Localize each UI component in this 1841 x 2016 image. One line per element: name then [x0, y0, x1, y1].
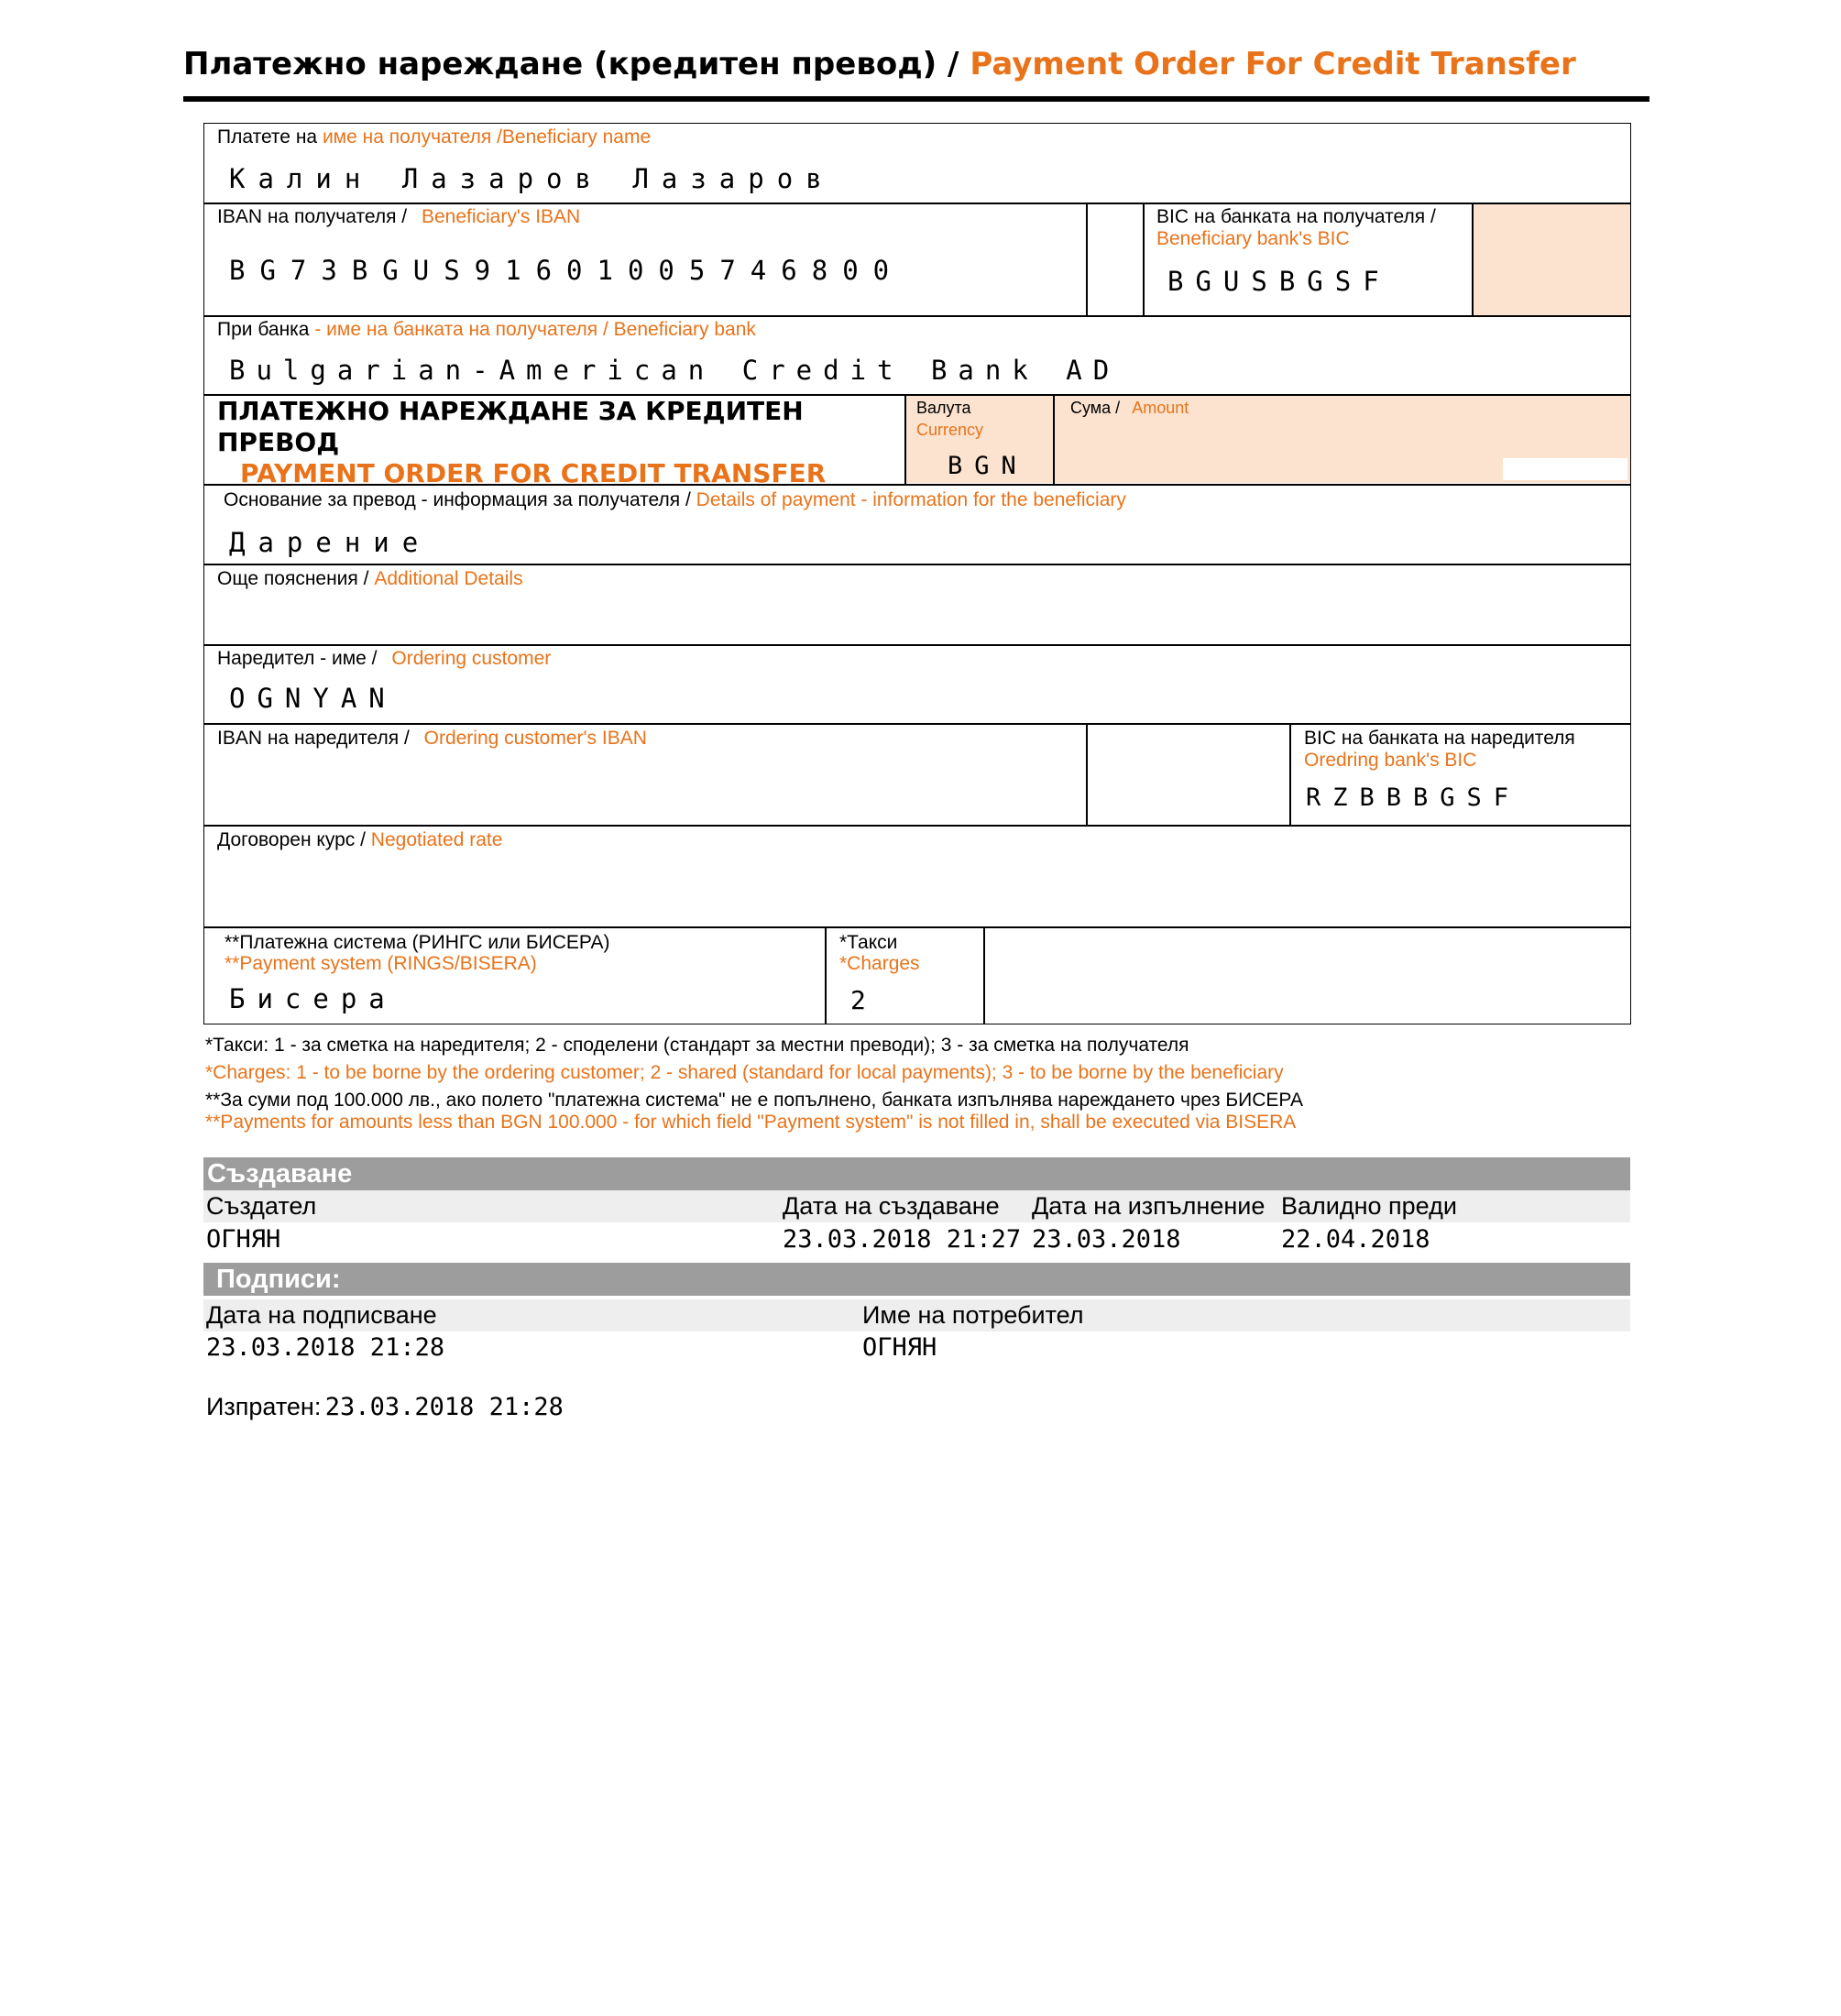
- currency-value: BGN: [948, 452, 1028, 480]
- title-separator: /: [948, 46, 959, 82]
- user-name-value: ОГНЯН: [862, 1333, 937, 1362]
- label-bg: IBAN на наредителя /: [217, 728, 410, 749]
- valid-before-label: Валидно преди: [1281, 1192, 1457, 1220]
- label-bg: Платете на: [217, 126, 318, 148]
- title-bg: Платежно нареждане (кредитен превод): [183, 46, 937, 82]
- label-en: Ordering customer's IBAN: [423, 728, 647, 749]
- execution-date-label: Дата на изпълнение: [1032, 1192, 1266, 1220]
- creator-value: ОГНЯН: [206, 1225, 281, 1254]
- execution-date-value: 23.03.2018: [1032, 1225, 1181, 1254]
- charges-value: 2: [850, 985, 866, 1015]
- user-name-label: Име на потребител: [862, 1301, 1084, 1329]
- ordering-bic-label-en: Oredring bank's BIC: [1304, 750, 1477, 771]
- beneficiary-name-label: [217, 126, 651, 148]
- divider: [825, 926, 827, 1024]
- created-date-value: 23.03.2018 21:27: [783, 1225, 1022, 1254]
- creation-section-title: Създаване: [207, 1159, 353, 1189]
- negotiated-rate-label: [217, 828, 502, 851]
- order-title-bg-line2: ПРЕВОД: [217, 427, 340, 457]
- valid-before-value: 22.04.2018: [1281, 1225, 1430, 1254]
- created-date-label: Дата на създаване: [783, 1192, 1000, 1220]
- creator-label: Създател: [206, 1192, 317, 1220]
- payment-system-label-en: **Payment system (RINGS/BISERA): [225, 953, 537, 974]
- beneficiary-bic-value: BGUSBGSF: [1167, 266, 1391, 297]
- divider: [203, 723, 1630, 725]
- details-label: [224, 488, 1126, 511]
- payment-system-value: Бисера: [229, 983, 397, 1014]
- header-rule: [183, 96, 1649, 102]
- order-title-en: PAYMENT ORDER FOR CREDIT TRANSFER: [240, 458, 827, 488]
- divider: [203, 825, 1630, 827]
- divider: [1289, 723, 1291, 826]
- ordering-customer-value: OGNYAN: [229, 683, 397, 714]
- sent-label: Изпратен:: [206, 1393, 322, 1420]
- beneficiary-name-value: Калин Лазаров Лазаров: [229, 163, 835, 194]
- divider: [203, 315, 1630, 317]
- sign-date-label: Дата на подписване: [206, 1301, 437, 1329]
- note-system-en: **Payments for amounts less than BGN 100.000 - for which field "Payment system" is not filled in, shall be executed via BISERA: [205, 1112, 1297, 1133]
- sent-line: [206, 1393, 564, 1421]
- note-system-bg: **За суми под 100.000 лв., ако полето "платежна система" не е попълнено, банката изпълнява нареждането чрез БИСЕРА: [205, 1090, 1304, 1111]
- beneficiary-bic-label-bg: BIC на банката на получателя /: [1156, 206, 1436, 227]
- charges-label-en: *Charges: [839, 953, 920, 974]
- label-en: Details of payment - information for the beneficiary: [696, 489, 1126, 510]
- additional-label: [217, 567, 523, 590]
- label-en: Amount: [1132, 399, 1189, 417]
- currency-label-bg: Валута: [916, 399, 971, 417]
- ordering-bic-value: RZBBBGSF: [1306, 783, 1521, 812]
- divider: [1086, 723, 1088, 826]
- label-bg: Наредител - име /: [217, 648, 378, 669]
- label-en: Negotiated rate: [370, 829, 503, 850]
- beneficiary-bank-label: [217, 318, 756, 341]
- label-bg: При банка: [217, 319, 310, 340]
- details-value: Дарение: [229, 527, 432, 558]
- order-title-bg-line1: ПЛАТЕЖНО НАРЕЖДАНЕ ЗА КРЕДИТЕН: [217, 396, 804, 426]
- divider: [1143, 203, 1145, 316]
- divider: [203, 644, 1630, 646]
- divider: [1053, 394, 1055, 485]
- amount-redacted: [1503, 458, 1627, 480]
- label-en: Ordering customer: [391, 648, 552, 669]
- sent-value: 23.03.2018 21:28: [324, 1393, 564, 1421]
- ordering-bic-label-bg: BIC на банката на наредителя: [1304, 728, 1575, 749]
- note-charges-bg: *Такси: 1 - за сметка на наредителя; 2 - споделени (стандарт за местни преводи); 3 - за сметка на получателя: [205, 1035, 1189, 1056]
- payment-system-label-bg: **Платежна система (РИНГС или БИСЕРА): [225, 932, 610, 953]
- page-title: [183, 46, 1576, 82]
- ordering-customer-label: [217, 647, 551, 670]
- signatures-section-title: Подписи:: [216, 1265, 341, 1294]
- note-charges-en: *Charges: 1 - to be borne by the ordering customer; 2 - shared (standard for local payments); 3 - to be borne by the beneficiary: [205, 1062, 1284, 1083]
- label-bg: Договорен курс /: [217, 829, 366, 850]
- divider: [1086, 203, 1088, 316]
- divider: [203, 926, 1630, 928]
- beneficiary-bank-value: Bulgarian-American Credit Bank AD: [229, 355, 1121, 386]
- label-bg: Още пояснения /: [217, 568, 369, 589]
- divider: [1472, 203, 1474, 316]
- creation-section-header: [203, 1157, 1630, 1190]
- signatures-section-header: [203, 1263, 1630, 1296]
- label-en: - име на банката на получателя / Beneficiary bank: [314, 319, 756, 340]
- label-bg: Сума /: [1070, 399, 1121, 417]
- bic-extra-box: [1473, 203, 1630, 315]
- divider: [203, 564, 1630, 565]
- beneficiary-bic-label-en: Beneficiary bank's BIC: [1156, 228, 1350, 249]
- divider: [904, 394, 906, 485]
- label-en: име на получателя /Beneficiary name: [322, 126, 652, 148]
- sign-date-value: 23.03.2018 21:28: [206, 1333, 445, 1362]
- title-en: Payment Order For Credit Transfer: [970, 46, 1576, 82]
- amount-label: [1070, 397, 1189, 419]
- divider: [983, 926, 985, 1024]
- label-bg: Основание за превод - информация за получателя /: [224, 489, 691, 510]
- label-en: Additional Details: [374, 568, 523, 589]
- label-bg: IBAN на получателя /: [217, 206, 408, 227]
- charges-label-bg: *Такси: [839, 932, 898, 953]
- divider: [203, 203, 1630, 204]
- ordering-iban-label: [217, 727, 647, 750]
- label-en: Beneficiary's IBAN: [421, 206, 581, 227]
- beneficiary-iban-value: BG73BGUS91601005746800: [229, 255, 904, 286]
- beneficiary-iban-label: [217, 205, 580, 228]
- currency-label-en: Currency: [916, 421, 984, 439]
